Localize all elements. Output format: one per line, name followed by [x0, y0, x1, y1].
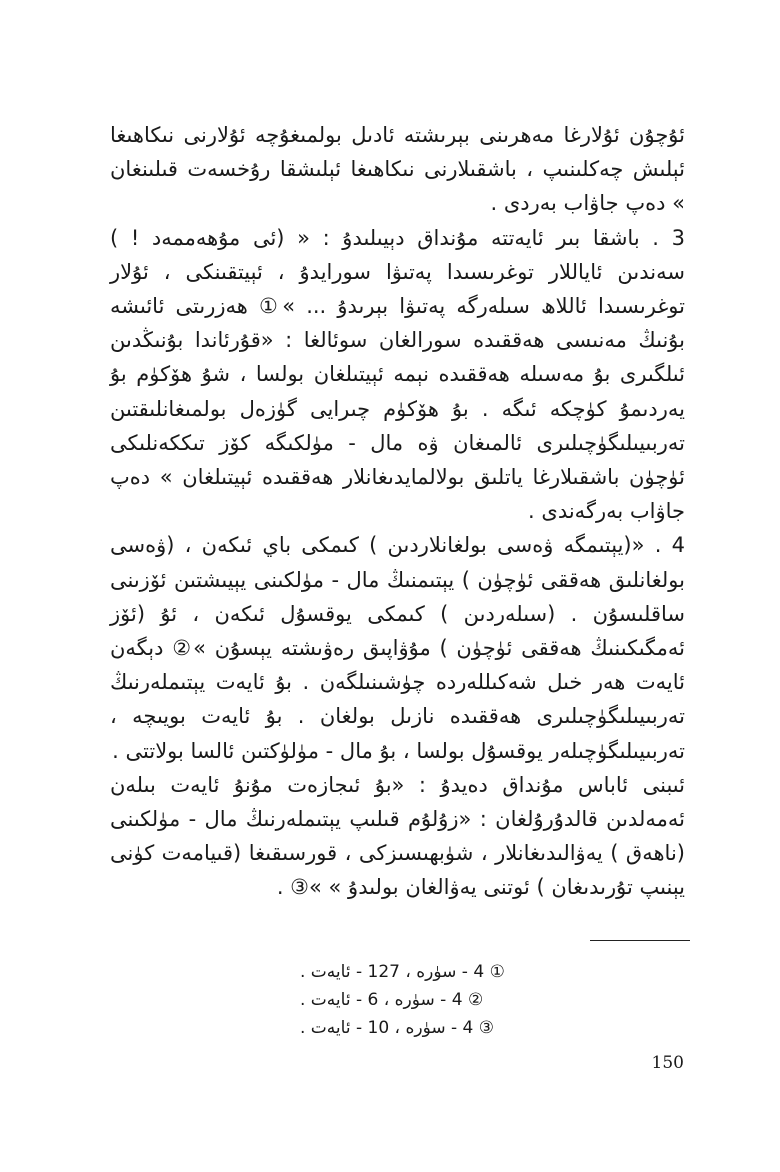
footnote-divider — [590, 940, 690, 941]
footnote: ② 4 - سۈرە ، 6 - ئايەت . — [300, 990, 484, 1010]
main-text — [110, 118, 685, 905]
footnotes — [300, 958, 692, 1042]
footnote: ① 4 - سۈرە ، 127 - ئايەت . — [300, 962, 505, 982]
page-number: 150 — [651, 1053, 684, 1073]
paragraph: 4 . «(يېتىمگە ۋەسى بولغانلاردىن ) كىمكى باي ئىكەن ، (ۋەسى بولغانلىق ھەققى ئۈچۈن ) يېتىمنىڭ مال - مۈلكىنى يېيىشتىن ئۆزىنى ساقلىسۇن . (سىلەردىن ) كىمكى يوقسۇل ئىكەن ، ئۇ (ئۆز ئەمگىكىنىڭ ھەققى ئۈچۈن ) مۇۋاپىق رەۋىشتە يېسۇن »② دېگەن ئايەت ھەر خىل شەكىللەردە چۈشىنىلگەن . بۇ ئايەت يېتىملەرنىڭ تەربىيىلىگۈچىلىرى ھەققىدە نازىل بولغان . بۇ ئايەت بويىچە ، تەربىيىلىگۈچىلەر يوقسۇل بولسا ، بۇ مال - مۈلۈكتىن ئالسا بولاتتى . — [110, 533, 685, 763]
paragraph: 3 . باشقا بىر ئايەتتە مۇنداق دېيىلىدۇ : « (ئى مۇھەممەد ! ) سەندىن ئاياللار توغرىسىدا پەتىۋا سورايدۇ ، ئېيتقىنكى ، ئۇلار توغرىسىدا ئاللاھ سىلەرگە پەتىۋا بېرىدۇ ... »① ھەزرىتى ئائىشە بۇنىڭ مەنىسى ھەققىدە سورالغان سوئالغا : «قۇرئاندا بۇنىڭدىن ئىلگىرى بۇ مەسىلە ھەققىدە نېمە ئېيتىلغان بولسا ، شۇ ھۆكۈم بۇ يەردىمۇ كۈچكە ئىگە . بۇ ھۆكۈم چىرايى گۈزەل بولمىغانلىقتىن تەربىيىلىگۈچىلىرى ئالمىغان ۋە مال - مۈلكىگە كۆز تىككەنلىكى ئۈچۈن باشقىلارغا ياتلىق بولالمايدىغانلار ھەققىدە ئېيتىلغان » دەپ جاۋاب بەرگەندى . — [110, 225, 685, 524]
paragraph: ئۇچۇن ئۇلارغا مەھرىنى بېرىشتە ئادىل بولمىغۇچە ئۇلارنى نىكاھىغا ئېلىش چەكلىنىپ ، باشقىلارنى نىكاھىغا ئېلىشقا رۇخسەت قىلىنغان » دەپ جاۋاب بەردى . — [110, 123, 685, 216]
paragraph: ئىبنى ئاباس مۇنداق دەيدۇ : «بۇ ئىجازەت مۇنۇ ئايەت بىلەن ئەمەلدىن قالدۇرۇلغان : «زۇلۇم قىلىپ يېتىملەرنىڭ مال - مۈلكىنى (ناھەق ) يەۋالىدىغانلار ، شۈبھىسىزكى ، قورسىقىغا (قىيامەت كۈنى يېنىپ تۇرىدىغان ) ئوتنى يەۋالغان بولىدۇ » »③ . — [110, 772, 685, 900]
footnote: ③ 4 - سۈرە ، 10 - ئايەت . — [300, 1018, 495, 1038]
page-body — [110, 118, 685, 905]
